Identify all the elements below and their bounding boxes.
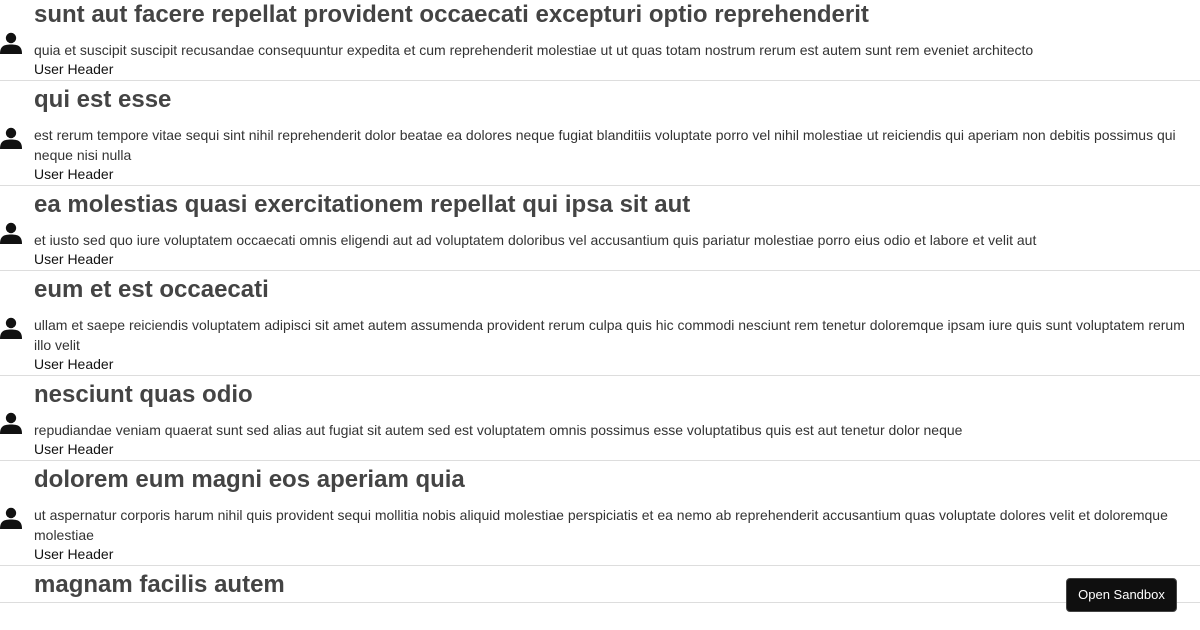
post-body: repudiandae veniam quaerat sunt sed alias aut fugiat sit autem sed est voluptatem omnis possimus esse voluptatibus quis est aut tenetur dolor neque	[34, 422, 963, 438]
post-item	[0, 186, 1200, 271]
user-icon	[0, 127, 22, 149]
user-icon	[0, 507, 22, 529]
post-body: ut aspernatur corporis harum nihil quis provident sequi mollitia nobis aliquid molestiae perspiciatis et ea nemo ab reprehenderit accusantium quas voluptate dolores velit et doloremque molestiae	[34, 507, 1168, 543]
post-item	[0, 81, 1200, 186]
post-item	[0, 461, 1200, 566]
post-title: dolorem eum magni eos aperiam quia	[34, 466, 465, 493]
user-icon	[0, 222, 22, 244]
user-header-label: User Header	[34, 356, 114, 372]
user-icon	[0, 412, 22, 434]
post-title: eum et est occaecati	[34, 276, 269, 303]
user-header-label: User Header	[34, 61, 114, 77]
user-header-label: User Header	[34, 546, 114, 562]
user-icon	[0, 317, 22, 339]
post-body: quia et suscipit suscipit recusandae consequuntur expedita et cum reprehenderit molestiae ut ut quas totam nostrum rerum est autem sunt rem eveniet architecto	[34, 42, 1034, 58]
post-title: ea molestias quasi exercitationem repellat qui ipsa sit aut	[34, 191, 691, 218]
open-sandbox-button[interactable]: Open Sandbox	[1066, 578, 1177, 612]
user-header-label: User Header	[34, 441, 114, 457]
post-item	[0, 0, 1200, 81]
post-title: nesciunt quas odio	[34, 381, 253, 408]
post-item	[0, 566, 1200, 603]
post-body: ullam et saepe reiciendis voluptatem adipisci sit amet autem assumenda provident rerum culpa quis hic commodi nesciunt rem tenetur doloremque ipsam iure quis sunt voluptatem rerum illo velit	[34, 317, 1185, 353]
post-title: magnam facilis autem	[34, 571, 285, 598]
post-item	[0, 376, 1200, 461]
user-header-label: User Header	[34, 166, 114, 182]
post-title: qui est esse	[34, 86, 172, 113]
post-item	[0, 271, 1200, 376]
user-header-label: User Header	[34, 251, 114, 267]
post-title: sunt aut facere repellat provident occaecati excepturi optio reprehenderit	[34, 1, 869, 28]
post-body: et iusto sed quo iure voluptatem occaecati omnis eligendi aut ad voluptatem doloribus vel accusantium quis pariatur molestiae porro eius odio et labore et velit aut	[34, 232, 1037, 248]
post-body: est rerum tempore vitae sequi sint nihil reprehenderit dolor beatae ea dolores neque fugiat blanditiis voluptate porro vel nihil molestiae ut reiciendis qui aperiam non debitis possimus qui neque nisi nulla	[34, 127, 1176, 163]
user-icon	[0, 32, 22, 54]
